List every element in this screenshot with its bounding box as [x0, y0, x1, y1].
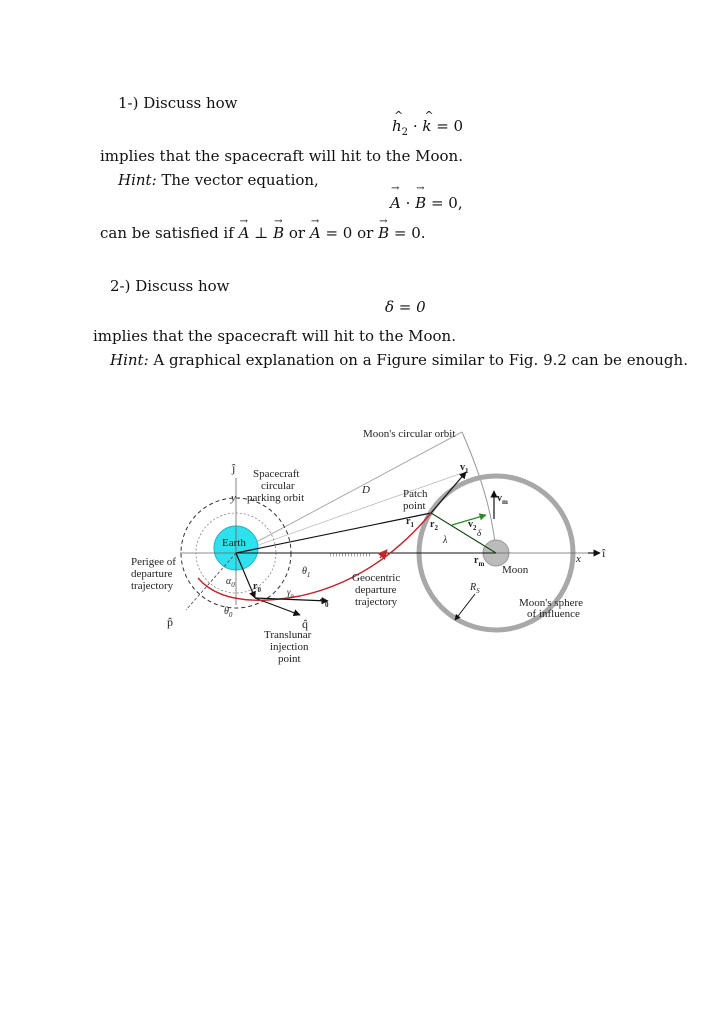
hint-label: Hint: [110, 351, 149, 369]
question-2-equation: δ = 0 [385, 298, 426, 316]
cond-or: or [284, 224, 310, 242]
label-geocentric-1: Geocentric [352, 572, 401, 584]
label-vm: $v_m$ [497, 493, 508, 506]
label-geocentric-2: departure [355, 584, 397, 596]
eq-rhs: = 0 [431, 117, 464, 135]
question-1-heading: 1-) Discuss how [118, 94, 238, 112]
label-D: D [362, 484, 370, 496]
label-spacecraft-1: Spacecraft [253, 468, 300, 480]
cond-a2: → A [310, 224, 321, 242]
label-earth: Earth [222, 537, 246, 549]
label-perigee-3: trajectory [131, 580, 174, 592]
vec-a: → A [390, 194, 401, 212]
cond-eq1: = 0 or [320, 224, 379, 242]
label-sphere-1: Moon's sphere [519, 597, 584, 609]
patch-to-moon [431, 513, 496, 553]
label-r0: $r_0$ [253, 581, 261, 594]
vec-rhs: = 0, [426, 194, 463, 212]
label-y: y [231, 492, 236, 504]
label-r1: $r_1$ [406, 516, 414, 529]
label-sphere-2: of influence [527, 608, 580, 620]
label-perigee-2: departure [131, 568, 173, 580]
cond-a1: → A [239, 224, 250, 242]
label-delta: δ [477, 528, 482, 538]
label-spacecraft-3: parking orbit [247, 492, 305, 504]
label-tli-3: point [278, 653, 301, 665]
eq-h-subscript: 2 [401, 127, 409, 138]
question-2-heading: 2-) Discuss how [110, 277, 230, 295]
label-lambda: λ [443, 535, 448, 546]
label-geocentric-3: trajectory [355, 596, 398, 608]
cond-eq2: = 0. [389, 224, 426, 242]
eq-k: ^ k [422, 117, 431, 135]
vec-b: → B [415, 194, 426, 212]
label-x: x [576, 553, 581, 565]
label-i-hat: î [602, 546, 606, 560]
label-theta1: $\theta_1$ [302, 566, 311, 579]
cond-perp: ⊥ [249, 224, 274, 242]
label-q-hat: q̂ [302, 617, 308, 631]
label-moon-orbit: Moon's circular orbit [363, 428, 456, 440]
label-tli-1: Translunar [264, 629, 312, 641]
cond-b1: → B [273, 224, 284, 242]
label-spacecraft-2: circular [261, 480, 295, 492]
eq-h: ^ h [392, 117, 402, 135]
label-patch-2: point [403, 500, 426, 512]
cond-pre: can be satisfied if [100, 224, 239, 242]
label-rm: $r_m$ [474, 555, 485, 568]
rs-arrow [455, 594, 475, 620]
label-theta0: $\theta_0$ [224, 606, 233, 619]
eq-dot: · [408, 117, 423, 135]
vec-dot: · [400, 194, 416, 212]
label-v1: $v_1$ [460, 462, 469, 475]
label-alpha0: $\alpha_0$ [226, 576, 235, 589]
label-moon: Moon [502, 564, 529, 576]
label-perigee-1: Perigee of [131, 556, 176, 568]
question-2-line-2: implies that the spacecraft will hit to the Moon. [93, 327, 456, 345]
label-v2: $v_2$ [468, 519, 477, 532]
cond-b2: → B [378, 224, 389, 242]
hint-text: A graphical explanation on a Figure similar to Fig. 9.2 can be enough. [148, 351, 688, 369]
label-j-hat: ĵ [232, 461, 236, 475]
label-r2: $r_2$ [430, 519, 438, 532]
label-gamma0: $\gamma_0$ [287, 587, 294, 600]
label-patch-1: Patch [403, 488, 428, 500]
label-Rs: $R_S$ [470, 582, 480, 595]
earth-to-patch-line [236, 513, 431, 553]
hint-label: Hint: [118, 171, 157, 189]
label-tli-2: injection [270, 641, 309, 653]
question-1-line-2: implies that the spacecraft will hit to the Moon. [100, 147, 463, 165]
label-p-hat: p̂ [167, 615, 173, 629]
label-v0: $v_0$ [320, 596, 329, 609]
hint-text: The vector equation, [156, 171, 319, 189]
